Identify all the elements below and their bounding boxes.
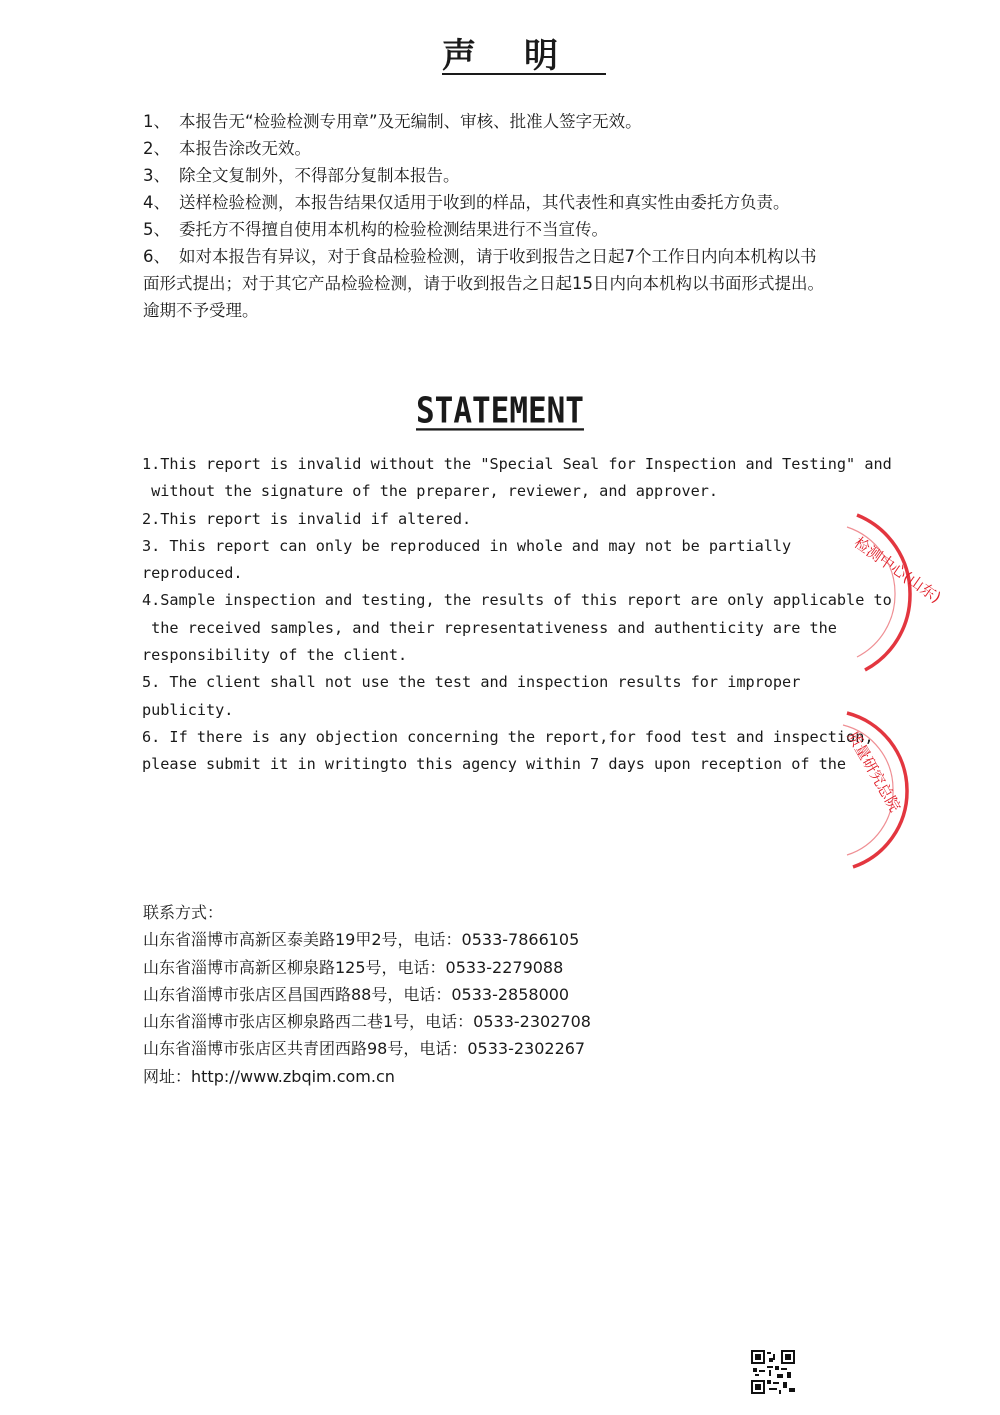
website-link[interactable]: 网址：http://www.zbqim.com.cn xyxy=(143,1066,395,1086)
statement-line: responsibility of the client. xyxy=(142,646,408,665)
address-line: 山东省淄博市张店区昌国西路88号，电话：0533-2858000 xyxy=(143,984,570,1004)
seal-lettering: 质量研究总院 xyxy=(843,728,905,815)
list-item: 6、 如对本报告有异议，对于食品检验检测，请于收到报告之日起7个工作日内向本机构以书 xyxy=(143,247,817,266)
contact-section xyxy=(143,899,843,1090)
list-item: 5、 委托方不得擅自使用本机构的检验检测结果进行不当宣传。 xyxy=(143,220,608,239)
list-item: 1、 本报告无“检验检测专用章”及无编制、审核、批准人签字无效。 xyxy=(143,112,642,131)
statement-line: without the signature of the preparer, reviewer, and approver. xyxy=(142,482,719,501)
list-item-continuation: 面形式提出；对于其它产品检验检测，请于收到报告之日起15日内向本机构以书面形式提出。 xyxy=(143,274,824,293)
seal-lettering: 检测中心(山东) xyxy=(850,533,945,607)
qr-code-icon xyxy=(751,1350,795,1394)
statement-line: 5. The client shall not use the test and inspection results for improper xyxy=(142,673,801,692)
statement-line: the received samples, and their representativeness and authenticity are the xyxy=(142,618,837,637)
statement-line: reproduced. xyxy=(142,564,243,583)
official-seal-stamp xyxy=(835,505,945,680)
english-title: STATEMENT xyxy=(416,390,584,432)
list-item: 4、 送样检验检测，本报告结果仅适用于收到的样品，其代表性和真实性由委托方负责。 xyxy=(143,193,790,212)
chinese-statement-list xyxy=(143,108,913,324)
address-line: 山东省淄博市张店区柳泉路西二巷1号，电话：0533-2302708 xyxy=(143,1012,591,1032)
statement-line: 4.Sample inspection and testing, the results of this report are only applicable to xyxy=(142,591,892,610)
address-line: 山东省淄博市高新区泰美路19甲2号，电话：0533-7866105 xyxy=(143,930,580,950)
statement-line: publicity. xyxy=(142,700,234,719)
official-seal-stamp xyxy=(835,705,925,875)
list-item: 3、 除全文复制外，不得部分复制本报告。 xyxy=(143,166,460,185)
contact-heading: 联系方式： xyxy=(143,903,224,922)
statement-line: 1.This report is invalid without the "Special Seal for Inspection and Testing" and xyxy=(142,455,892,473)
address-line: 山东省淄博市高新区柳泉路125号，电话：0533-2279088 xyxy=(143,957,564,977)
statement-line: please submit it in writingto this agency within 7 days upon reception of the xyxy=(142,755,847,774)
list-item-continuation: 逾期不予受理。 xyxy=(143,301,259,320)
statement-line: 6. If there is any objection concerning the report,for food test and inspection, xyxy=(142,727,874,746)
english-statement-list xyxy=(142,451,912,779)
statement-line: 3. This report can only be reproduced in whole and may not be partially xyxy=(142,536,792,555)
chinese-title: 声明 xyxy=(442,36,606,76)
list-item: 2、 本报告涂改无效。 xyxy=(143,139,311,158)
statement-line: 2.This report is invalid if altered. xyxy=(142,509,472,528)
address-line: 山东省淄博市张店区共青团西路98号，电话：0533-2302267 xyxy=(143,1039,586,1059)
